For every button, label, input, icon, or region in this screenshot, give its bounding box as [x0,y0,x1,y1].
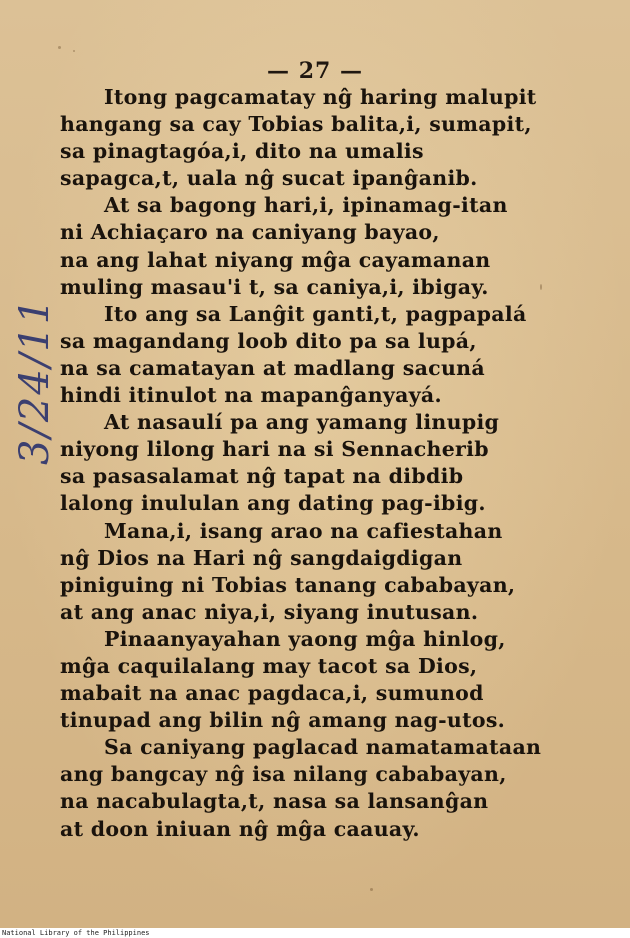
text-line: At nasaulí pa ang yamang linupig [104,410,500,435]
text-line: na ang lahat niyang mĝa cayamanan [60,247,491,272]
text-line: Itong pagcamatay nĝ haring malupit [104,85,537,109]
footer-credit: National Library of the Philippines [0,928,630,938]
text-line: at doon iniuan nĝ mĝa caauay. [60,816,420,841]
text-line: nĝ Dios na Hari nĝ sangdaigdigan [60,545,463,570]
page-number: — 27 — [267,58,363,84]
text-line: muling masau'i t, sa caniya,i, ibigay. [60,274,489,299]
text-line: at ang anac niya,i, siyang inutusan. [60,599,479,624]
paper-speck [58,46,61,49]
text-line: Sa caniyang paglacad namatamataan [104,735,542,760]
text-line: piniguing ni Tobias tanang cababayan, [60,572,516,597]
text-line: sa magandang loob dito pa sa lupá, [60,328,477,353]
text-line: mabait na anac pagdaca,i, sumunod [60,681,484,706]
text-line: lalong inululan ang dating pag-ibig. [60,491,486,516]
text-line: tinupad ang bilin nĝ amang nag-utos. [60,708,506,733]
text-line: na sa camatayan at madlang sacuná [60,355,485,380]
text-line: At sa bagong hari,i, ipinamag-itan [104,193,508,218]
poem-text [60,84,580,843]
text-line: hindi itinulot na mapanĝanyayá. [60,383,442,408]
text-line: mĝa caquilalang may tacot sa Dios, [60,653,478,678]
text-line: ang bangcay nĝ isa nilang cababayan, [60,762,507,787]
text-line: hangang sa cay Tobias balita,i, sumapit, [60,112,532,137]
text-line: Pinaanyayahan yaong mĝa hinlog, [104,626,506,651]
text-line: sa pasasalamat nĝ tapat na dibdib [60,464,464,489]
handwritten-annotation: 3/24/11 [12,296,58,465]
text-line: niyong lilong hari na si Sennacherib [60,437,489,462]
paper-speck [370,888,373,891]
text-line: Ito ang sa Lanĝit ganti,t, pagpapalá [104,301,527,326]
text-line: ni Achiaçaro na caniyang bayao, [60,220,440,245]
text-line: na nacabulagta,t, nasa sa lansanĝan [60,789,489,814]
text-line: sapagca,t, uala nĝ sucat ipanĝanib. [60,166,478,191]
text-line: Mana,i, isang arao na cafiestahan [104,518,503,543]
text-line: sa pinagtagóa,i, dito na umalis [60,139,424,164]
paper-speck [73,50,75,52]
